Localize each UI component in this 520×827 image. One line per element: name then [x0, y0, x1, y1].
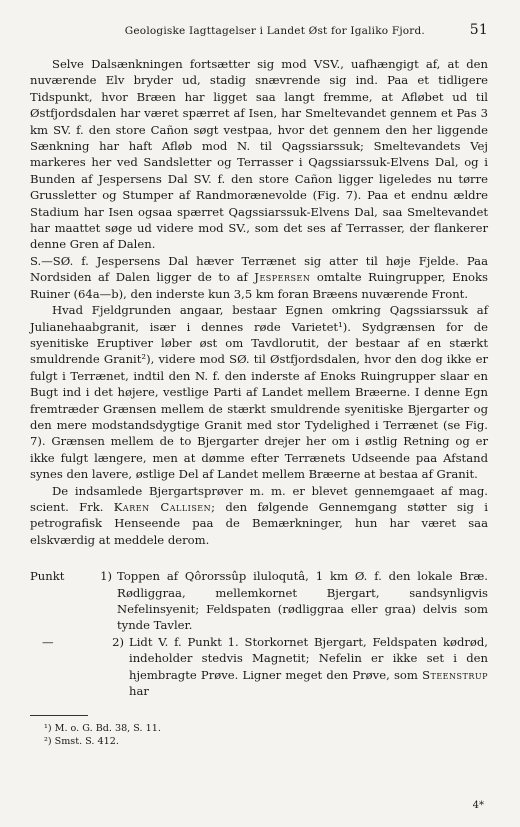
point-description: [129, 634, 488, 700]
text-run: Toppen af Qôrorssûp iluloqutâ, 1 km Ø. f. den lokale Bræ. Rødliggraa, mellemkornet Bjergart, sandsynligvis Nefelinsyenit; Feldspaten (rødliggraa eller graa) delvis som tynde Tavler.: [117, 569, 488, 633]
paragraph: [30, 302, 488, 482]
body-text: [30, 56, 488, 548]
point-lead: —: [42, 634, 54, 649]
page-number: 51: [469, 22, 488, 38]
signature-mark: 4*: [472, 800, 484, 811]
author-name: Karen Callisen: [113, 499, 212, 514]
point-number: 2): [112, 634, 124, 649]
author-name: Jespersen: [254, 270, 311, 285]
footnote-rule: [30, 715, 88, 716]
text-run: har: [129, 684, 149, 699]
text-run: omtalte Ruingrupper, Enoks Ruiner (64a—b), den inderste kun 3,5 km foran Bræens nuværende Front.: [30, 270, 488, 301]
book-page: [30, 22, 488, 748]
paragraph: [30, 56, 488, 253]
author-name: Steenstrup: [422, 667, 488, 682]
running-header: [30, 22, 488, 42]
running-title: Geologiske Iagttagelser i Landet Øst for Igaliko Fjord.: [124, 25, 425, 37]
footnote: ¹) M. o. G. Bd. 38, S. 11.: [44, 723, 161, 735]
text-run: ; den følgende Gennemgang støtter sig i petrografisk Henseende paa de Bemærkninger, hun har været saa elskværdig at meddele derom.: [30, 499, 488, 547]
sample-point-item: [30, 634, 488, 700]
text-run: Selve Dalsænkningen fortsætter sig mod VSV., uafhængigt af, at den nuværende Elv bryder ud, stadig snævrende sig ind. Paa et tidligere Tidspunkt, hvor Bræen har ligget saa langt fremme, at Afløbet ud til Østfjordsdalen har været spærret af Isen, har Smeltevandet gennem et Pas 3 km SV. f. den store Cañon søgt vestpaa, hvor det gennem den her liggende Sænkning har haft Afløb mod N. til Qagssiarssuk; Smeltevandets Vej markeres her ved Sandsletter og Terrasser i Qagssiarssuk-Elvens Dal, og i Bunden af Jespersens Dal SV. f. den store Cañon ligger ligeledes nu tørre Grussletter og Stumper af Randmorænevolde (Fig. 7). Paa et endnu ældre Stadium har Isen ogsaa spærret Qagssiarssuk-Elvens Dal, saa Smeltevandet har maattet søge ud videre mod SV., som det ses af Terrasser, der flankerer denne Gren af Dalen.: [30, 57, 488, 252]
point-lead: Punkt: [30, 569, 65, 584]
text-run: Lidt V. f. Punkt 1. Storkornet Bjergart, Feldspaten kødrød, indeholder stedvis Magnetit; Nefelin er ikke set i den hjembragte Prøve. Ligner meget den Prøve, som: [129, 634, 488, 682]
text-run: Hvad Fjeldgrunden angaar, bestaar Egnen omkring Qagssiarssuk af Julianehaabgranit, især i dennes røde Varietet¹). Sydgrænsen for de syenitiske Eruptiver løber øst om Tavdlorutit, der bestaar af en stærkt smuldrende Granit²), videre mod SØ. til Østfjordsdalen, hvor den dog ikke er fulgt i Terrænet, indtil den N. f. den inderste af Enoks Ruingrupper slaar en Bugt ind i det højere, vestlige Parti af Landet mellem Bræerne. I denne Egn fremtræder Grænsen mellem de stærkt smuldrende syenitiske Bjergarter og den mere modstandsdygtige Granit med stor Tydelighed i Terrænet (se Fig. 7). Grænsen mellem de to Bjergarter drejer her om i østlig Retning og er ikke fulgt længere, men at dømme efter Terrænets Udseende paa Afstand synes den lavere, østlige Del af Landet mellem Bræerne at bestaa af Granit.: [30, 303, 488, 482]
footnotes: [30, 722, 488, 748]
text-run: De indsamlede Bjergartsprøver m. m. er blevet gennemgaaet af mag. scient. Frk.: [30, 483, 488, 514]
footnote: ²) Smst. S. 412.: [44, 736, 119, 748]
text-run: S.—SØ. f. Jespersens Dal hæver Terrænet sig atter til høje Fjelde. Paa Nordsiden af Dalen ligger de to af: [30, 253, 488, 285]
sample-points-list: [30, 568, 488, 699]
paragraph: [30, 483, 488, 549]
paragraph: [30, 253, 488, 302]
point-description: [117, 568, 488, 634]
point-number: 1): [100, 569, 112, 584]
sample-point-item: [30, 568, 488, 634]
